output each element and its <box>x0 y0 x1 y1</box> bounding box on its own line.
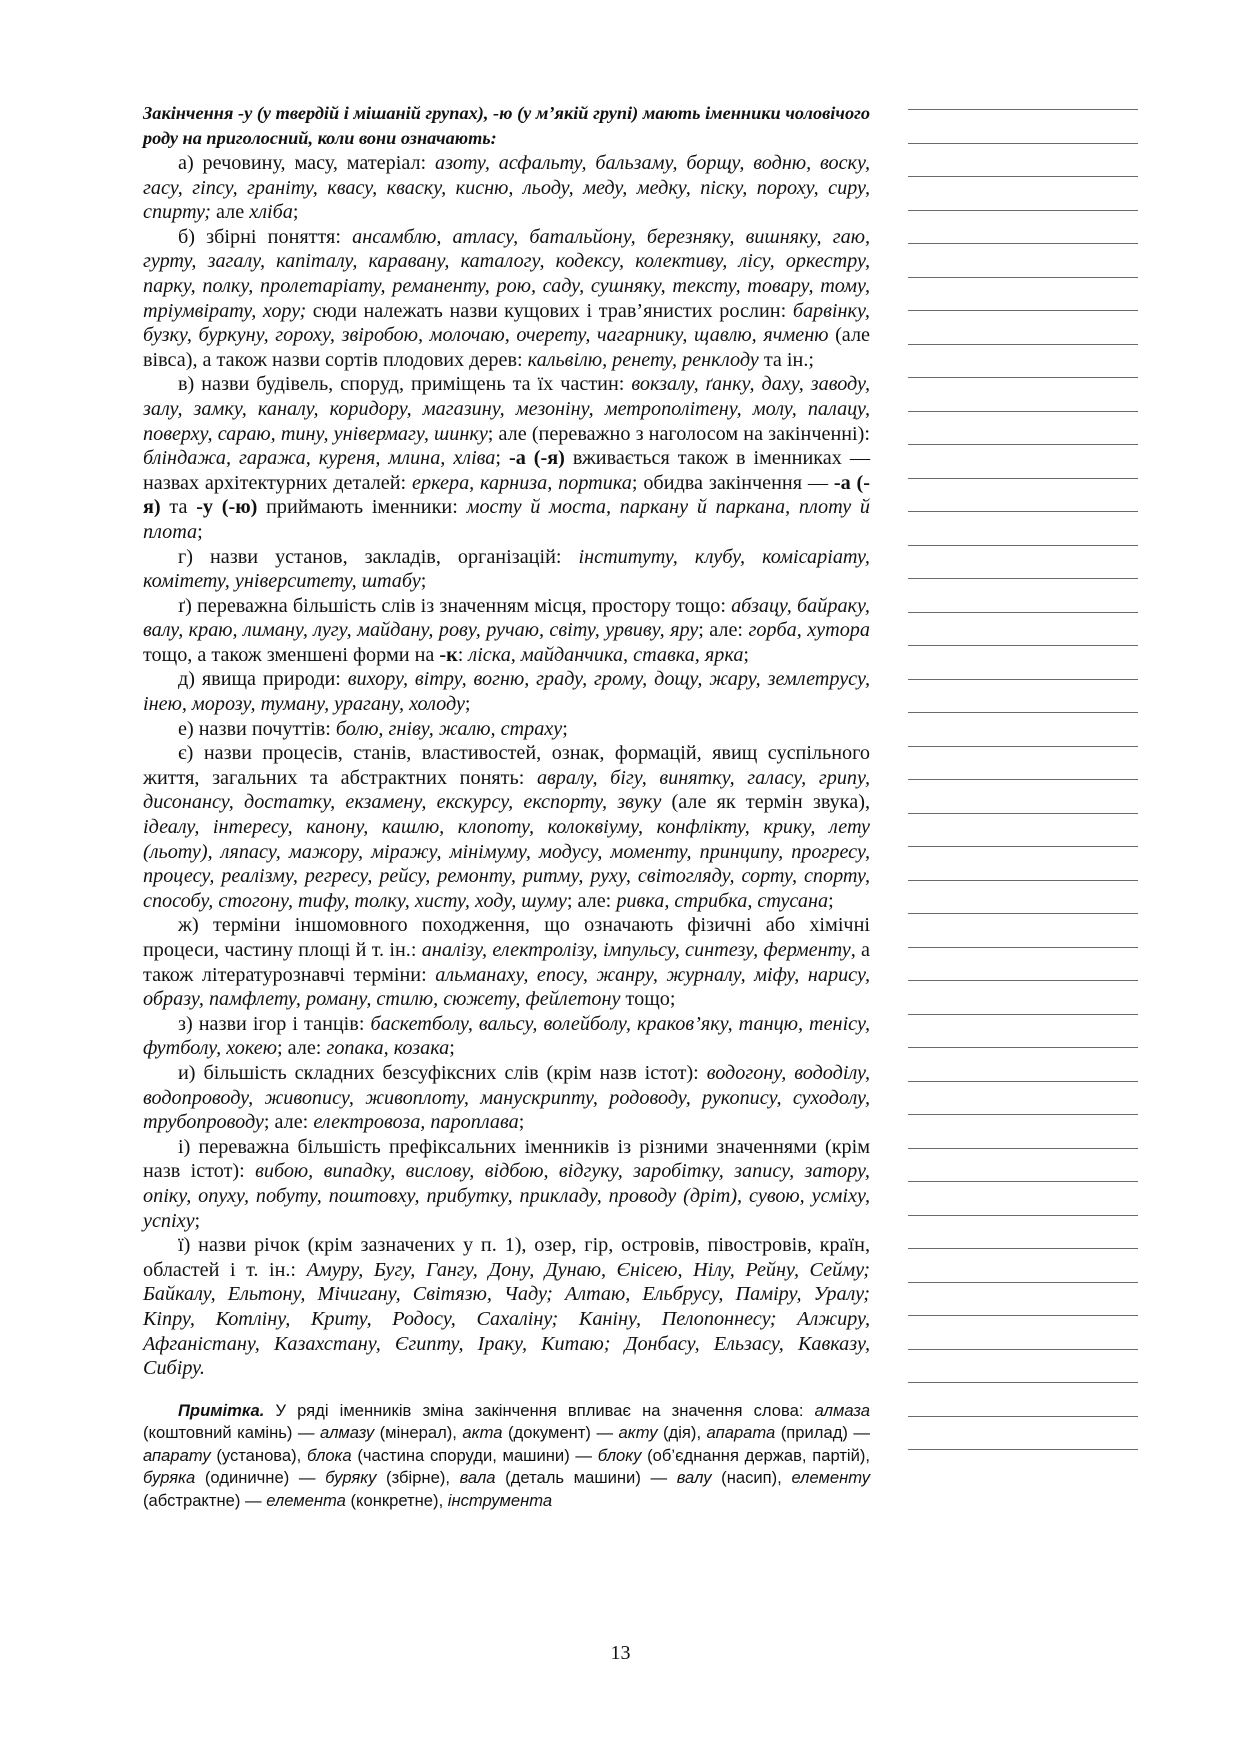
paragraph <box>143 1012 870 1061</box>
note-run: (частина споруди, машини) — <box>351 1445 598 1465</box>
paragraph-run: Амуру, Бугу, Гангу, Дону, Дунаю, Єнісею, Нілу, Рейну, Сейму; Байкалу, Ельтону, Мічигану, Світязю, Чаду; Алтаю, Ельбрусу, Паміру, Уралу; Кіпру, Котліну, Криту, Родосу, Сахаліну; Каніну, Пелопоннесу; Алжиру, Афганістану, Казахстану, Єгипту, Іраку, Китаю; Донбасу, Ельзасу, Кавказу, Сибіру. <box>143 1258 870 1380</box>
paragraph-run: д) явища природи: <box>178 668 348 691</box>
note-run: алмаза <box>814 1400 870 1420</box>
ruled-line <box>908 712 1138 713</box>
paragraph-run: водогону, вододілу, водопроводу, живопису, живоплоту, манускрипту, родоводу, рукопису, суходолу, трубопроводу <box>143 1061 870 1134</box>
paragraph <box>143 225 870 373</box>
paragraph-run: горба, хутора <box>748 619 870 642</box>
paragraph-run: в) назви будівель, споруд, приміщень та їх частин: <box>178 373 632 396</box>
ruled-line <box>908 511 1138 512</box>
paragraph-run: ; але: <box>276 1037 327 1060</box>
note-run: (документ) — <box>502 1423 619 1443</box>
paragraph-run: електровоза, пароплава <box>313 1111 519 1134</box>
paragraph-run: и) більшість складних безсуфіксних слів (крім назв істот): <box>178 1061 707 1084</box>
ruled-line <box>908 947 1138 948</box>
note-run: буряка <box>143 1468 196 1488</box>
paragraph <box>143 741 870 913</box>
note-run: (збірне), <box>376 1468 460 1488</box>
paragraph-run: (але як термін звука), <box>661 791 870 814</box>
paragraph-list <box>143 151 870 1381</box>
note-run: алмазу <box>320 1423 375 1443</box>
paragraph-run: ; <box>197 520 203 543</box>
note-run: вала <box>459 1468 496 1488</box>
paragraph-run: ; <box>495 447 509 470</box>
note-paragraph <box>143 1400 870 1513</box>
paragraph-run: вихору, вітру, вогню, граду, грому, дощу, жару, землетрусу, інею, морозу, туману, урагану, холоду <box>143 668 870 716</box>
paragraph-run: ; <box>743 643 750 666</box>
main-text <box>143 101 870 1529</box>
ruled-line <box>908 1416 1138 1417</box>
note-run: (прилад) — <box>775 1423 870 1443</box>
paragraph <box>143 594 870 668</box>
ruled-line <box>908 143 1138 144</box>
paragraph-run: ліска, майданчика, ставка, ярка <box>468 643 744 666</box>
page-number: 13 <box>610 1642 631 1664</box>
ruled-line <box>908 1349 1138 1350</box>
ruled-line <box>908 210 1138 211</box>
paragraph <box>143 545 870 594</box>
paragraph-run: болю, гніву, жалю, страху <box>335 717 563 740</box>
ruled-line <box>908 578 1138 579</box>
note-run: (дія), <box>657 1423 707 1443</box>
ruled-line <box>908 1081 1138 1082</box>
ruled-line <box>908 779 1138 780</box>
paragraph-run: інституту, клубу, комісаріату, комітету, університету, штабу <box>143 545 870 593</box>
ruled-line <box>908 846 1138 847</box>
paragraph-run: вибою, випадку, вислову, відбою, відгуку, заробітку, запису, затору, опіку, опуху, побуту, поштовху, прибутку, прикладу, проводу (дріт), сувою, усміху, успіху <box>143 1160 870 1232</box>
paragraph-run: ; але: <box>263 1111 314 1134</box>
note-run: (об’єднання держав, партій), <box>641 1445 871 1465</box>
paragraph-run: ансамблю, атласу, батальйону, березняку, вишняку, гаю, гурту, загалу, капіталу, каравану, каталогу, кодексу, колективу, лісу, оркестру, парку, полку, пролетаріату, реманенту, рою, саду, сушняку, тексту, товару, тому, тріумвірату, хору; <box>143 225 870 322</box>
paragraph-run: ; <box>464 693 471 716</box>
note-run: (мінерал), <box>374 1423 463 1443</box>
ruled-line <box>908 109 1138 110</box>
paragraph-run: та <box>160 496 197 519</box>
paragraph-run: -к <box>439 643 458 666</box>
note-run: акту <box>618 1423 658 1443</box>
ruled-line <box>908 310 1138 311</box>
paragraph-run: г) назви установ, закладів, організацій: <box>178 545 579 568</box>
paragraph-run: ривка, стрибка, стусана <box>616 889 829 912</box>
paragraph-run: ; <box>828 889 834 912</box>
paragraph-run: тощо, а також зменшені форми на <box>143 643 440 666</box>
paragraph-run: та ін.; <box>758 348 814 371</box>
ruled-line <box>908 1215 1138 1216</box>
paragraph-run: мосту й моста, паркану й паркана, плоту й плота <box>143 496 871 543</box>
paragraph <box>143 717 870 742</box>
paragraph-run: ї) назви річок (крім зазначених у п. 1), озер, гір, островів, півостровів, країн, областей і т. ін.: <box>143 1234 870 1281</box>
ruled-line <box>908 344 1138 345</box>
ruled-line <box>908 1282 1138 1283</box>
paragraph-run: баскетболу, вальсу, волейболу, краков’яку, танцю, тенісу, футболу, хокею <box>143 1012 870 1060</box>
paragraph <box>143 1061 870 1135</box>
paragraph-run: приймають іменники: <box>257 496 467 519</box>
paragraph-run: хліба <box>249 201 293 224</box>
paragraph <box>143 1135 870 1233</box>
paragraph-run: барвінку, бузку, буркуну, гороху, звіробою, молочаю, очерету, чагарнику, щавлю, ячменю <box>143 299 870 347</box>
ruled-line <box>908 1382 1138 1383</box>
paragraph <box>143 667 870 716</box>
note-run: валу <box>676 1468 712 1488</box>
paragraph-run: ; але (переважно з наголосом на закінченні): <box>487 422 870 445</box>
ruled-line <box>908 411 1138 412</box>
ruled-line <box>908 746 1138 747</box>
ruled-line <box>908 645 1138 646</box>
paragraph-run: вживається також в іменниках — назвах архітектурних деталей: <box>143 447 871 494</box>
paragraph-run: еркера, карниза, портика <box>412 471 632 494</box>
paragraph-run: азоту, асфальту, бальзаму, борщу, водню, воску, гасу, гіпсу, граніту, квасу, кваску, кисню, льоду, меду, медку, піску, пороху, сиру, спирту; <box>143 152 870 224</box>
paragraph-run: альманаху, епосу, жанру, журналу, міфу, нарису, образу, памфлету, роману, стилю, сюжету, фейлетону <box>143 963 870 1011</box>
paragraph-run: -а (-я) <box>509 447 565 470</box>
paragraph-run: гопака, козака <box>326 1037 450 1060</box>
paragraph-run: бліндажа, гаража, куреня, млина, хліва <box>143 447 496 470</box>
ruled-line <box>908 444 1138 445</box>
ruled-line <box>908 980 1138 981</box>
paragraph-run: -а (-я) <box>143 471 870 519</box>
paragraph-run: аналізу, електролізу, імпульсу, синтезу, ферменту <box>421 939 851 961</box>
note-run: елемента <box>266 1491 346 1511</box>
note-run: (одиничне) — <box>195 1468 326 1488</box>
note-run: (деталь машини) — <box>495 1468 677 1488</box>
note-run: елементу <box>791 1468 871 1488</box>
ruled-line <box>908 1014 1138 1015</box>
paragraph-run: ; <box>518 1111 525 1134</box>
note-run: (абстрактне) — <box>143 1491 267 1511</box>
paragraph-run: ж) терміни іншомовного походження, що означають фізичні або хімічні процеси, частину площі й т. ін.: <box>143 914 870 961</box>
ruled-line <box>908 1114 1138 1115</box>
paragraph-run: -у (-ю) <box>196 496 258 519</box>
note-run: (установа), <box>210 1445 307 1465</box>
ruled-line <box>908 377 1138 378</box>
notes-ruled-lines <box>908 0 1138 1754</box>
paragraph-run: а) речовину, масу, матеріал: <box>178 152 436 174</box>
paragraph <box>143 1233 870 1381</box>
ruled-line <box>908 478 1138 479</box>
paragraph-run: ; <box>420 570 427 593</box>
paragraph-run: е) назви почуттів: <box>178 717 336 740</box>
ruled-line <box>908 277 1138 278</box>
note-run: апарата <box>706 1423 776 1443</box>
paragraph-run: ґ) переважна більшість слів із значенням місця, простору тощо: <box>178 594 732 617</box>
note-run: блоку <box>597 1445 642 1465</box>
paragraph-run: ; <box>194 1209 201 1232</box>
paragraph-run: і) переважна більшість префіксальних іменників із різними значеннями (крім назв істот): <box>143 1135 870 1183</box>
paragraph-run: ; але: <box>698 619 749 642</box>
paragraph-run: але <box>210 201 250 224</box>
ruled-line <box>908 813 1138 814</box>
paragraph-run: ; <box>449 1037 455 1060</box>
paragraph-run: абзацу, байраку, валу, краю, лиману, лугу, майдану, рову, ручаю, світу, урвиву, яру <box>143 594 870 642</box>
ruled-line <box>908 1181 1138 1182</box>
paragraph <box>143 913 870 1011</box>
paragraph-run: (але вівса), а також назви сортів плодових дерев: <box>143 324 870 371</box>
ruled-line <box>908 1047 1138 1048</box>
note-run: (конкретне), <box>345 1491 448 1511</box>
note-run: акта <box>462 1423 503 1443</box>
ruled-line <box>908 176 1138 177</box>
paragraph-run: , а також літературознавчі терміни: <box>143 939 870 986</box>
note-run: У ряді іменників зміна закінчення впливає на значення слова: <box>264 1400 815 1420</box>
ruled-line <box>908 545 1138 546</box>
ruled-line <box>908 612 1138 613</box>
paragraph-run: є) назви процесів, станів, властивостей, ознак, формацій, явищ суспільного життя, загальних та абстрактних понять: <box>143 742 870 789</box>
ruled-line <box>908 679 1138 680</box>
ruled-line <box>908 1315 1138 1316</box>
paragraph-run: авралу, бігу, винятку, галасу, грипу, дисонансу, достатку, екзамену, екскурсу, експорту, звуку <box>143 766 871 814</box>
paragraph-run: з) назви ігор і танців: <box>178 1012 371 1035</box>
note-run: буряку <box>325 1468 377 1488</box>
paragraph-run: б) збірні поняття: <box>178 225 353 248</box>
section-heading: Закінчення -у (у твердій і мішаній групах), -ю (у м’якій групі) мають іменники чоловічого роду на приголосний, коли вони означають: <box>143 103 870 148</box>
ruled-line <box>908 913 1138 914</box>
note-run: (коштовний камінь) — <box>143 1423 321 1443</box>
note-run: блока <box>307 1445 352 1465</box>
note-run: інструмента <box>447 1491 553 1511</box>
paragraph <box>143 372 870 544</box>
paragraph-run: сюди належать назви кущових і трав’янистих рослин: <box>306 299 793 322</box>
ruled-line <box>908 1148 1138 1149</box>
paragraph-run: ідеалу, інтересу, канону, кашлю, клопоту, колоквіуму, конфлікту, крику, лету (льоту), ляпасу, мажору, міражу, мінімуму, модусу, моменту, принципу, прогресу, процесу, реалізму, регресу, рейсу, ремонту, ритму, руху, світогляду, сорту, спорту, способу, стогону, тифу, толку, хисту, ходу, шуму <box>143 816 870 912</box>
ruled-line <box>908 880 1138 881</box>
paragraph-run: ; але: <box>566 889 617 912</box>
paragraph-run: : <box>457 643 469 666</box>
paragraph-run: ; <box>292 201 299 224</box>
ruled-line <box>908 243 1138 244</box>
paragraph-run: ; <box>562 717 568 740</box>
note-label: Примітка. <box>178 1400 265 1420</box>
ruled-line <box>908 1449 1138 1450</box>
paragraph-run: кальвілю, ренету, ренклоду <box>527 348 759 371</box>
paragraph-run: ; обидва закінчення — <box>631 471 834 494</box>
paragraph-run: вокзалу, ґанку, даху, заводу, залу, замку, каналу, коридору, магазину, мезоніну, метрополітену, молу, палацу, поверху, сараю, тину, універмагу, шинку <box>143 373 870 445</box>
paragraph <box>143 151 870 225</box>
ruled-line <box>908 1248 1138 1249</box>
note-run: апарату <box>143 1445 211 1465</box>
note-run: (насип), <box>711 1468 792 1488</box>
paragraph-run: тощо; <box>620 988 676 1011</box>
